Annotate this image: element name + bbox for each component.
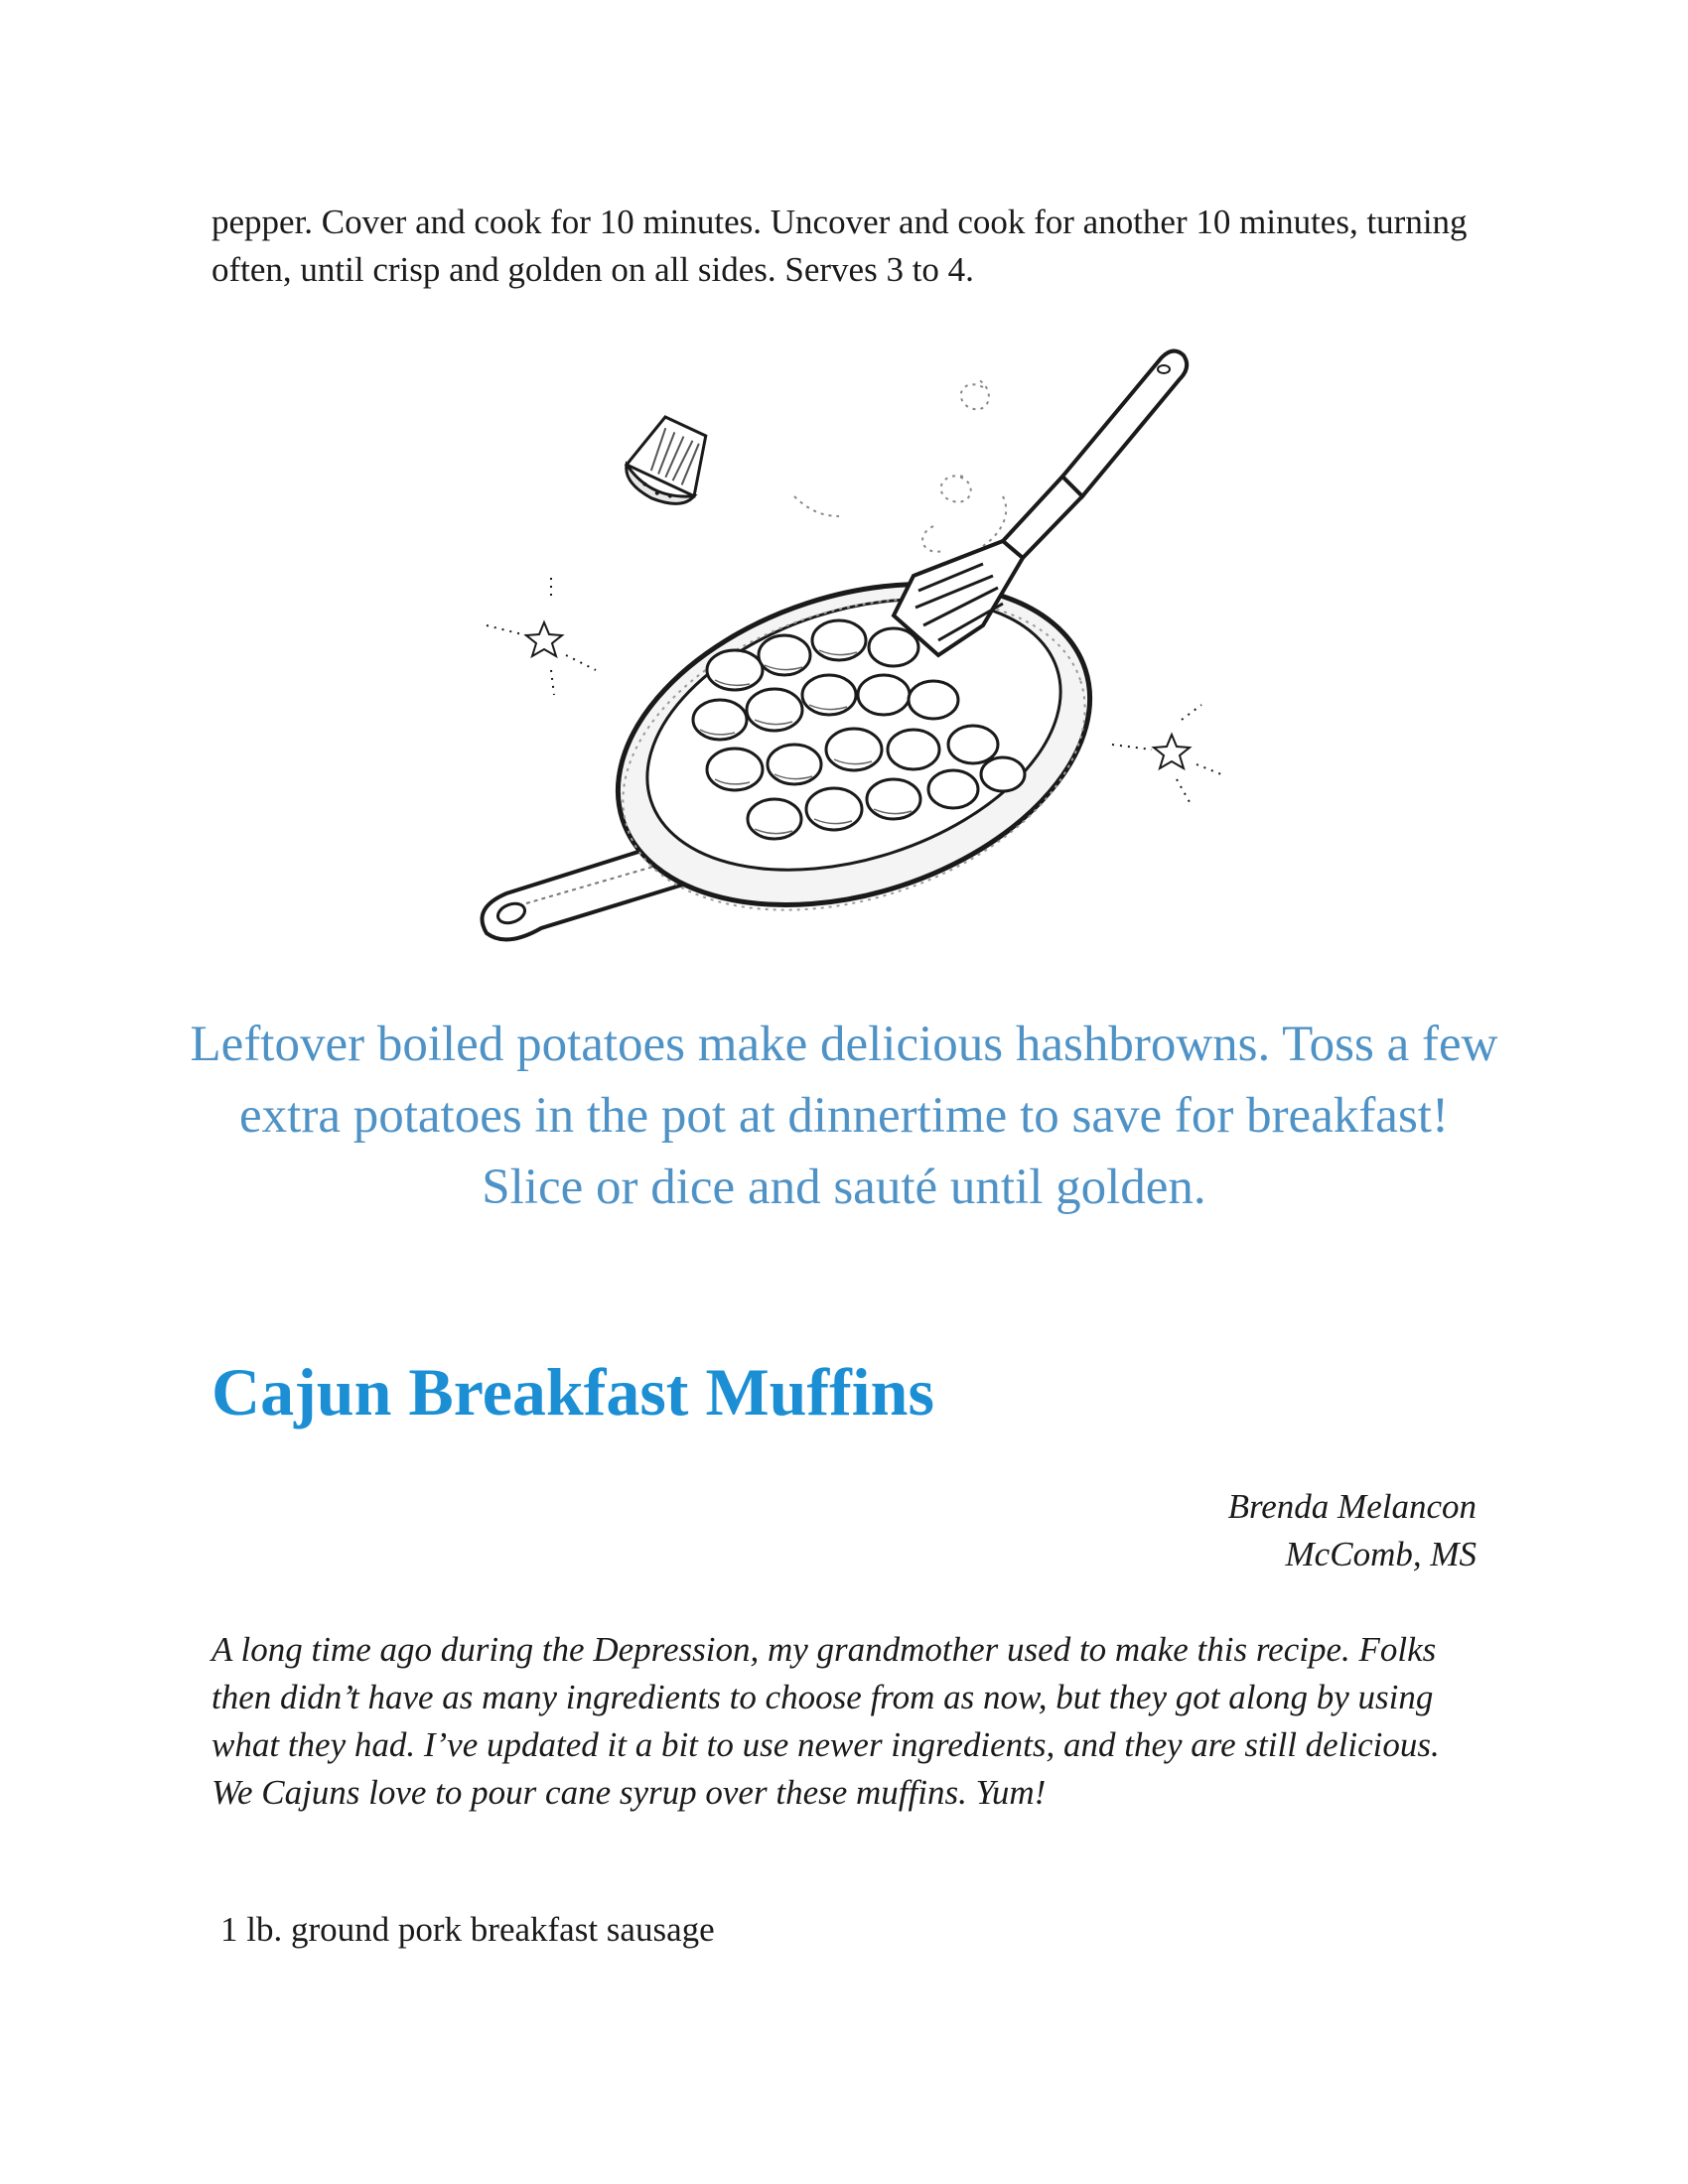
recipe-byline xyxy=(1228,1483,1477,1578)
recipe-story: A long time ago during the Depression, my grandmother used to make this recipe. Folks then didn’t have as many ingredients to choose from as now, but they got along by using what they had. I’ve updated it a bit to use newer ingredients, and they are still delicious. We Cajuns love to pour cane syrup over these muffins. Yum! xyxy=(211,1630,1440,1812)
recipe-title: Cajun Breakfast Muffins xyxy=(211,1354,934,1430)
skillet-icon xyxy=(483,528,1132,943)
spatula-icon xyxy=(894,350,1187,655)
author-name: Brenda Melancon xyxy=(1227,1487,1477,1526)
steam-icon xyxy=(794,379,1006,552)
recipe-instructions-continued: pepper. Cover and cook for 10 minutes. Uncover and cook for another 10 minutes, turning often, until crisp and golden on all sides. Serves 3 to 4. xyxy=(211,203,1468,289)
skillet-potatoes-illustration xyxy=(467,328,1241,943)
tip-callout: Leftover boiled potatoes make delicious hashbrowns. Toss a few extra potatoes in the pot at dinnertime to save for breakfast! Slice or dice and sauté until golden. xyxy=(190,1017,1498,1215)
author-location: McComb, MS xyxy=(1285,1535,1477,1573)
salt-shaker-icon xyxy=(619,411,720,514)
ingredient-item: 1 lb. ground pork breakfast sausage xyxy=(220,1910,715,1949)
